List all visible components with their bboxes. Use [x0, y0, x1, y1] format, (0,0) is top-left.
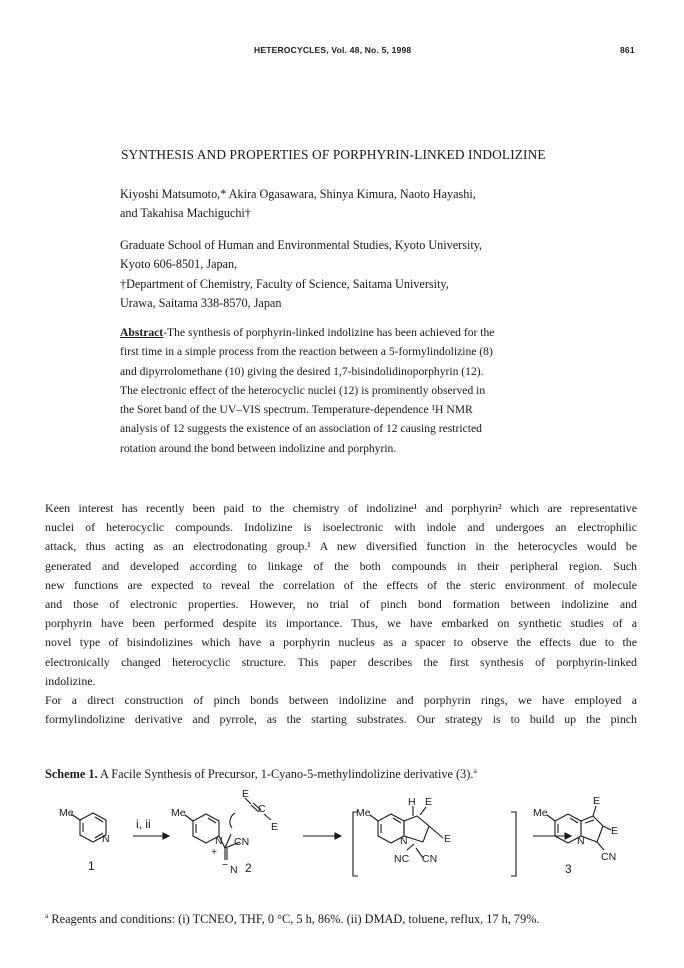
scheme-caption-text: A Facile Synthesis of Precursor, 1-Cyano-5-methylindolizine derivative (3).: [100, 767, 474, 781]
body-line: For a direct construction of pinch bonds between indolizine and porphyrin rings, we have employed a: [45, 693, 637, 708]
footnote-mark: a: [45, 911, 49, 920]
abstract-text: -The synthesis of porphyrin-linked indolizine has been achieved for the: [163, 326, 495, 339]
body-text: [45, 499, 637, 729]
author-block: [120, 185, 476, 224]
label-me: Me: [171, 807, 186, 819]
compound-1-label: 1: [88, 859, 95, 873]
affiliation-line: Graduate School of Human and Environmental Studies, Kyoto University,: [120, 238, 483, 252]
body-line: electronically changed heterocyclic structure. This paper describes the first synthesis of porphyrin-linked: [45, 654, 637, 669]
abstract-line: first time in a simple process from the reaction between a 5-formylindolizine (8): [120, 345, 493, 359]
label-e: E: [425, 796, 433, 808]
label-e: E: [271, 821, 279, 833]
charge-plus: +: [211, 846, 218, 858]
abstract-line: [120, 323, 494, 342]
abstract-line: and dipyrrolomethane (10) giving the desired 1,7-bisindolidinoporphyrin (12).: [120, 364, 484, 378]
charge-minus: −: [222, 859, 229, 871]
label-cn: CN: [601, 851, 617, 863]
label-n: N: [215, 835, 223, 847]
label-e: E: [593, 795, 601, 807]
body-line: and those of electronic properties. However, no trial of pinch bond formation between indolizine and: [45, 597, 637, 612]
label-cn: CN: [234, 836, 250, 848]
label-me: Me: [59, 807, 74, 819]
affiliation-line: †Department of Chemistry, Faculty of Science, Saitama University,: [120, 276, 449, 291]
reagents-label: i, ii: [136, 817, 151, 831]
footnote-text: Reagents and conditions: (i) TCNEO, THF, 0 °C, 5 h, 86%. (ii) DMAD, toluene, reflux, 17 h, 79%.: [51, 912, 540, 926]
label-cn: CN: [422, 853, 438, 865]
abstract-line: the Soret band of the UV–VIS spectrum. Temperature-dependence ¹H NMR: [120, 403, 473, 417]
affiliation-block: [120, 236, 482, 313]
label-e: E: [242, 790, 250, 800]
author-line: and Takahisa Machiguchi†: [120, 206, 251, 221]
body-line: formylindolizine derivative and pyrrole, as the starting substrates. Our strategy is to build up the pinch: [45, 712, 637, 727]
abstract-label: Abstract: [120, 326, 164, 339]
label-me: Me: [356, 807, 371, 819]
compound-2-label: 2: [245, 861, 252, 875]
body-line: attack, thus acting as an electrodonating group.¹ A new diversified function in the heterocycles would be: [45, 539, 637, 554]
abstract-line: The electronic effect of the heterocyclic nuclei (12) is prominently observed in: [120, 383, 486, 397]
footnote-mark: a: [473, 766, 477, 775]
affiliation-line: Urawa, Saitama 338-8570, Japan: [120, 295, 282, 310]
scheme-caption: [45, 766, 477, 782]
body-line: indolizine.: [45, 673, 96, 688]
article-title: SYNTHESIS AND PROPERTIES OF PORPHYRIN-LINKED INDOLIZINE: [121, 147, 546, 162]
label-e: E: [444, 833, 452, 845]
abstract-line: rotation around the bond between indolizine and porphyrin.: [120, 441, 397, 455]
body-line: generated and developed according to linkage of the both compounds in their peripheral region. Such: [45, 558, 637, 573]
label-n: N: [400, 835, 408, 847]
label-n: N: [102, 833, 110, 845]
body-line: new functions are expected to reveal the correlation of the effects of the steric environment of molecule: [45, 577, 637, 592]
compound-3-label: 3: [565, 862, 572, 876]
page-number: 861: [620, 45, 635, 55]
label-h: H: [408, 796, 416, 808]
reaction-scheme: [45, 790, 645, 890]
label-me: Me: [533, 807, 548, 819]
label-n: N: [230, 864, 238, 876]
label-e: E: [611, 825, 619, 837]
label-nc: NC: [394, 853, 410, 865]
abstract-block: [120, 323, 494, 458]
label-n: N: [577, 835, 585, 847]
scheme-label: Scheme 1.: [45, 767, 98, 781]
affiliation-line: Kyoto 606-8501, Japan,: [120, 257, 238, 272]
label-c: C: [258, 803, 266, 815]
abstract-line: analysis of 12 suggests the existence of an association of 12 causing restricted: [120, 422, 482, 436]
body-line: novel type of bisindolizines which have a porphyrin nucleus as a spacer to observe the effects due to the: [45, 635, 637, 650]
author-line: Kiyoshi Matsumoto,* Akira Ogasawara, Shinya Kimura, Naoto Hayashi,: [120, 187, 476, 201]
scheme-footnote: [45, 911, 540, 927]
body-line: nuclei of heterocyclic compounds. Indolizine is isoelectronic with indole and undergoes an electrophilic: [45, 520, 637, 535]
body-line: Keen interest has recently been paid to the chemistry of indolizine¹ and porphyrin² which are representative: [45, 501, 637, 515]
body-line: porphyrin have been performed despite its importance. Thus, we have embarked on synthetic studies of a: [45, 616, 637, 631]
running-header: HETEROCYCLES, Vol. 48, No. 5, 1998: [254, 45, 412, 55]
